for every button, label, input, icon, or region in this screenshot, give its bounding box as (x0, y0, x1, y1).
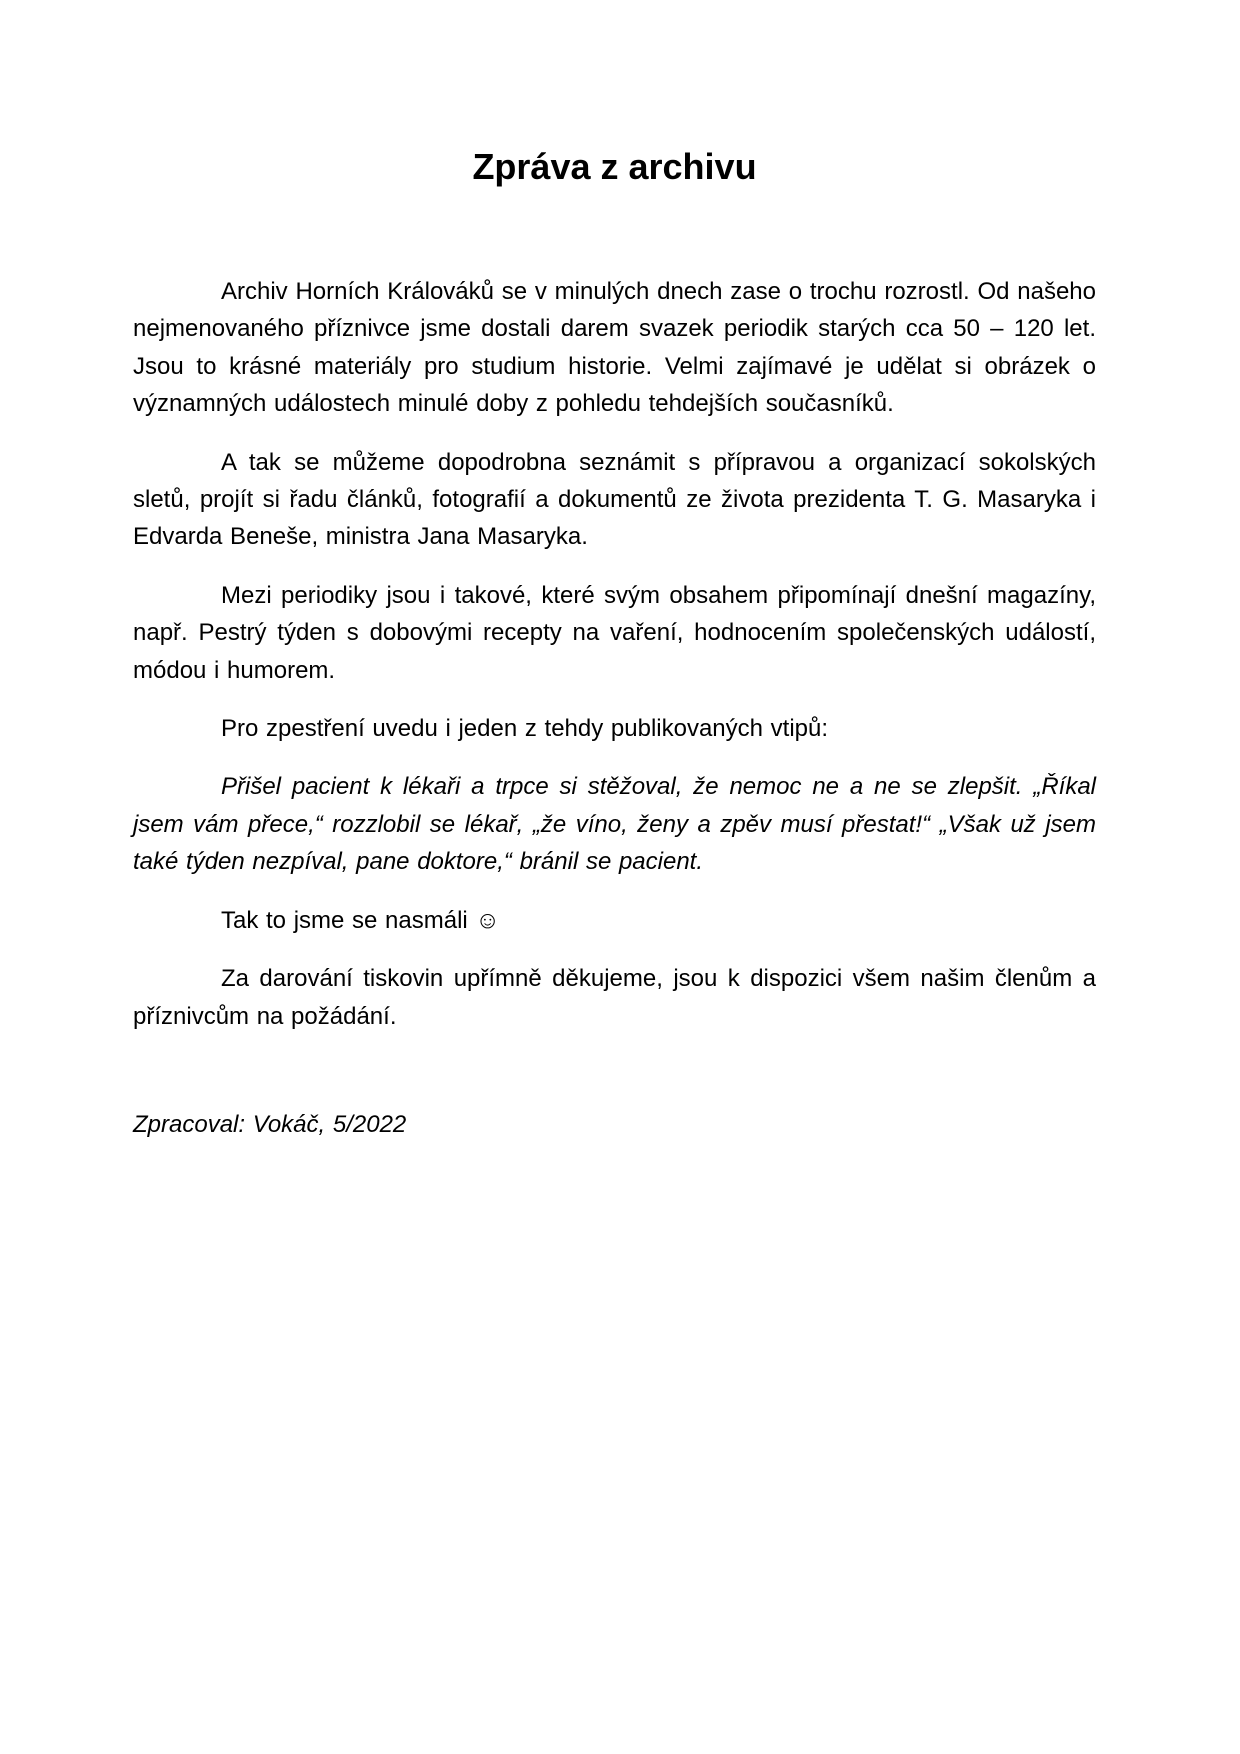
paragraph-thanks: Za darování tiskovin upřímně děkujeme, jsou k dispozici všem našim členům a příznivcům na požádání. (133, 965, 1096, 1030)
paragraph-joke-quote: Přišel pacient k lékaři a trpce si stěžoval, že nemoc ne a ne se zlepšit. „Říkal jsem vám přece,“ rozzlobil se lékař, „že víno, ženy a zpěv musí přestat!“ „Však už jsem také týden nezpíval, pane doktore,“ bránil se pacient. (133, 773, 1096, 876)
paragraph-author-date: Zpracoval: Vokáč, 5/2022 (133, 1110, 407, 1138)
paragraph-smiley-line: Tak to jsme se nasmáli ☺ (221, 906, 500, 934)
paragraph-joke-intro: Pro zpestření uvedu i jeden z tehdy publikovaných vtipů: (221, 715, 829, 743)
document-title: Zpráva z archivu (472, 146, 757, 187)
document-content (133, 0, 1096, 1164)
paragraph-archive-growth: Archiv Horních Králováků se v minulých dnech zase o trochu rozrostl. Od našeho nejmenovaného příznivce jsme dostali darem svazek periodik starých cca 50 – 120 let. Jsou to krásné materiály pro studium historie. Velmi zajímavé je udělat si obrázek o významných událostech minulé doby z pohledu tehdejších současníků. (133, 278, 1096, 418)
paragraph-sokol-masaryk: A tak se můžeme dopodrobna seznámit s přípravou a organizací sokolských sletů, projít si řadu článků, fotografií a dokumentů ze života prezidenta T. G. Masaryka i Edvarda Beneše, ministra Jana Masaryka. (133, 448, 1096, 551)
paragraph-periodicals-magazines: Mezi periodiky jsou i takové, které svým obsahem připomínají dnešní magazíny, např. Pestrý týden s dobovými recepty na vaření, hodnocením společenských událostí, módou i humorem. (133, 581, 1096, 684)
